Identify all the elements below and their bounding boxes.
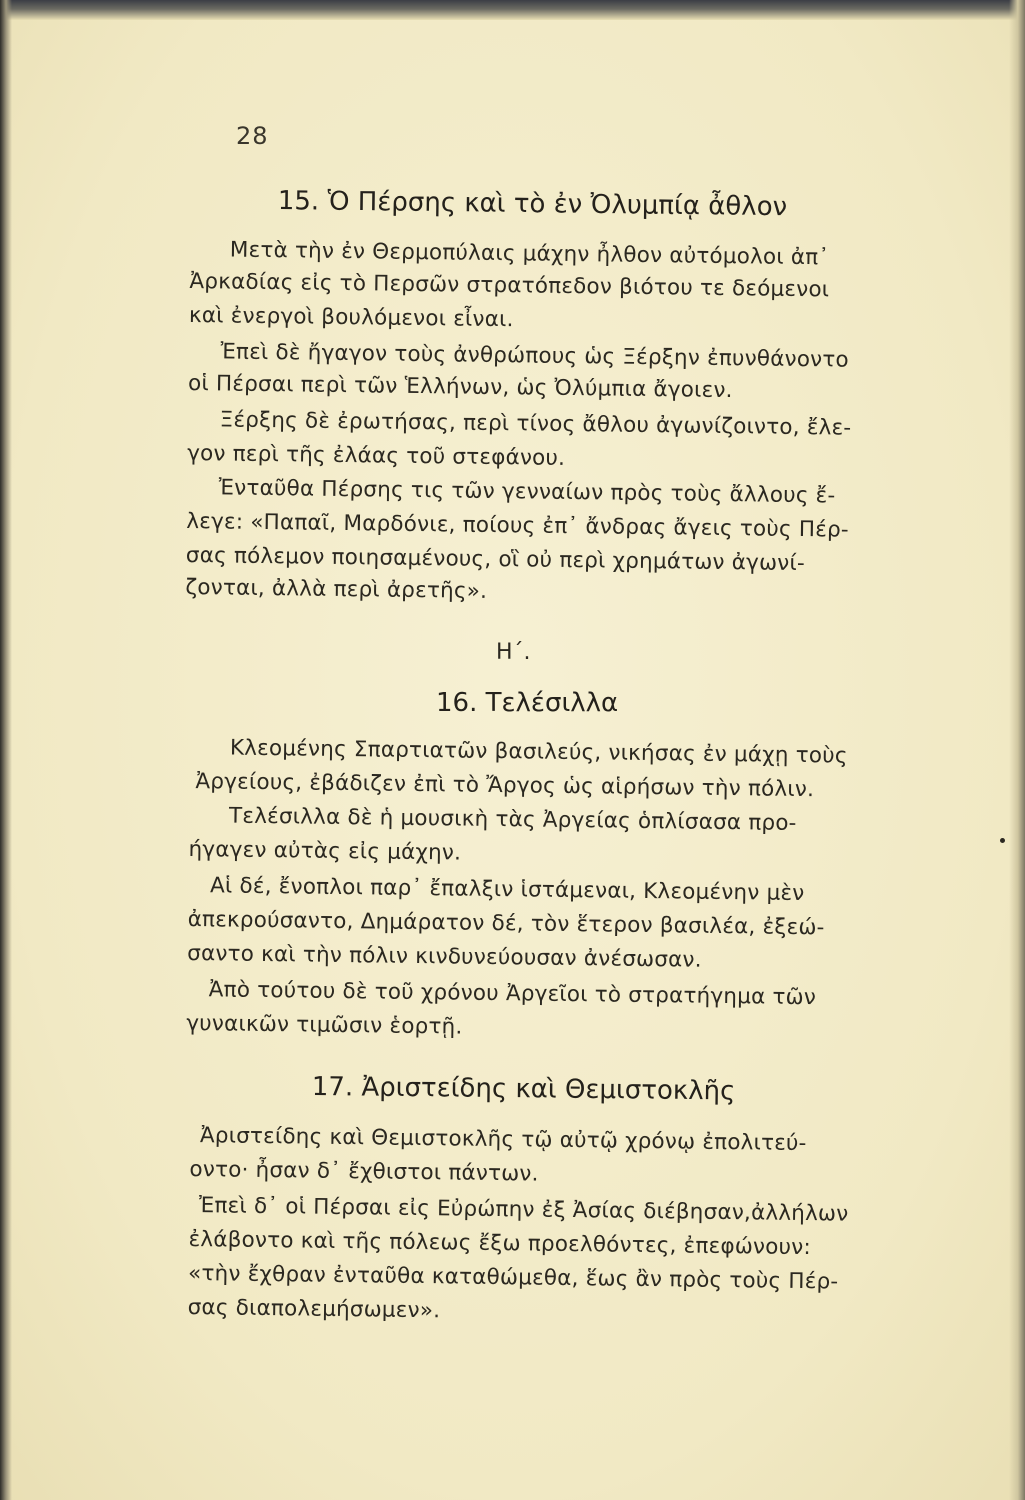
scan-right-edge (1009, 0, 1025, 1500)
scan-top-edge (0, 0, 1025, 20)
ink-speck (1000, 838, 1005, 843)
section-17-line-5: «τὴν ἔχθραν ἐνταῦθα καταθώμεθα, ἕως ἂν πρὸς τοὺς Πέρ- (187, 1260, 839, 1295)
section-15-line-9: λεγε: «Παπαῖ, Μαρδόνιε, ποίους ἐπ᾽ ἄνδρας ἄγεις τοὺς Πέρ- (186, 508, 850, 543)
section-16-line-3: Τελέσιλλα δὲ ἡ μουσικὴ τὰς Ἀργείας ὁπλίσασα προ- (228, 803, 797, 836)
section-15-line-2: Ἀρκαδίας εἰς τὸ Περσῶν στρατόπεδον βιότου τε δεόμενοι (189, 268, 830, 303)
section-16-line-4: ήγαγεν αὐτὰς εἰς μάχην. (188, 836, 462, 866)
section-16-line-9: γυναικῶν τιμῶσιν ἑορτῇ. (186, 1010, 463, 1040)
section-17-line-6: σας διαπολεμήσωμεν». (187, 1294, 441, 1324)
section-16-line-7: σαντο καὶ τὴν πόλιν κινδυνεύουσαν ἀνέσωσαν. (187, 940, 702, 973)
section-15-line-6: Ξέρξης δὲ ἐρωτήσας, περὶ τίνος ἄθλου ἀγωνίζοιντο, ἔλε- (219, 407, 852, 441)
scan-left-edge (0, 0, 12, 1500)
section-17-line-4: ἐλάβοντο καὶ τῆς πόλεως ἔξω προελθόντες, ἐπεφώνουν: (188, 1226, 812, 1261)
chapter-mark: Η΄. (496, 640, 531, 665)
section-16-line-1: Κλεομένης Σπαρτιατῶν βασιλεύς, νικήσας ἐν μάχῃ τοὺς (229, 735, 848, 769)
section-17-heading: 17. Ἀριστείδης καὶ Θεμιστοκλῆς (311, 1072, 736, 1107)
section-16-line-2: Ἀργείους, ἐβάδιζεν ἐπὶ τὸ Ἄργος ὡς αἱρήσων τὴν πόλιν. (195, 769, 815, 803)
page-number: 28 (236, 122, 269, 150)
section-15-line-3: καὶ ἐνεργοὶ βουλόμενοι εἶναι. (188, 302, 514, 333)
section-16-line-5: Αἱ δέ, ἔνοπλοι παρ᾽ ἔπαλξιν ἱστάμεναι, Κλεομένην μὲν (209, 873, 805, 907)
section-17-line-3: Ἐπεὶ δ᾽ οἱ Πέρσαι εἰς Εὐρώπην ἐξ Ἀσίας διέβησαν,ἀλλήλων (198, 1193, 849, 1227)
section-16-line-6: ἀπεκρούσαντο, Δημάρατον δέ, τὸν ἕτερον βασιλέα, ἐξεώ- (187, 906, 825, 941)
section-15-line-11: ζονται, ἀλλὰ περὶ ἀρετῆς». (185, 574, 488, 604)
section-15-line-4: Ἐπεὶ δὲ ἤγαγον τοὺς ἀνθρώπους ὡς Ξέρξην ἐπυνθάνοντο (220, 339, 850, 373)
section-15-line-8: Ἐνταῦθα Πέρσης τις τῶν γενναίων πρὸς τοὺς ἄλλους ἔ- (218, 475, 836, 509)
section-16-heading: 16. Τελέσιλλα (436, 688, 619, 718)
section-15-line-7: γον περὶ τῆς ἐλάας τοῦ στεφάνου. (187, 440, 566, 471)
section-15-line-5: οἱ Πέρσαι περὶ τῶν Ἑλλήνων, ὡς Ὀλύμπια ἄγοιεν. (187, 370, 733, 404)
section-16-line-8: Ἀπὸ τούτου δὲ τοῦ χρόνου Ἀργεῖοι τὸ στρατήγημα τῶν (208, 977, 817, 1011)
section-15-line-1: Μετὰ τὴν ἐν Θερμοπύλαις μάχην ἦλθον αὐτόμολοι ἀπ᾽ (229, 237, 830, 271)
section-17-line-1: Ἀριστείδης καὶ Θεμιστοκλῆς τῷ αὐτῷ χρόνῳ ἐπολιτεύ- (199, 1123, 807, 1157)
section-17-line-2: οντο· ἦσαν δ᾽ ἔχθιστοι πάντων. (189, 1156, 539, 1187)
section-15-heading: 15. Ὁ Πέρσης καὶ τὸ ἐν Ὀλυμπίᾳ ἆθλον (277, 186, 788, 223)
section-15-line-10: σας πόλεμον ποιησαμένους, οἳ οὐ περὶ χρημάτων ἀγωνί- (185, 542, 806, 577)
